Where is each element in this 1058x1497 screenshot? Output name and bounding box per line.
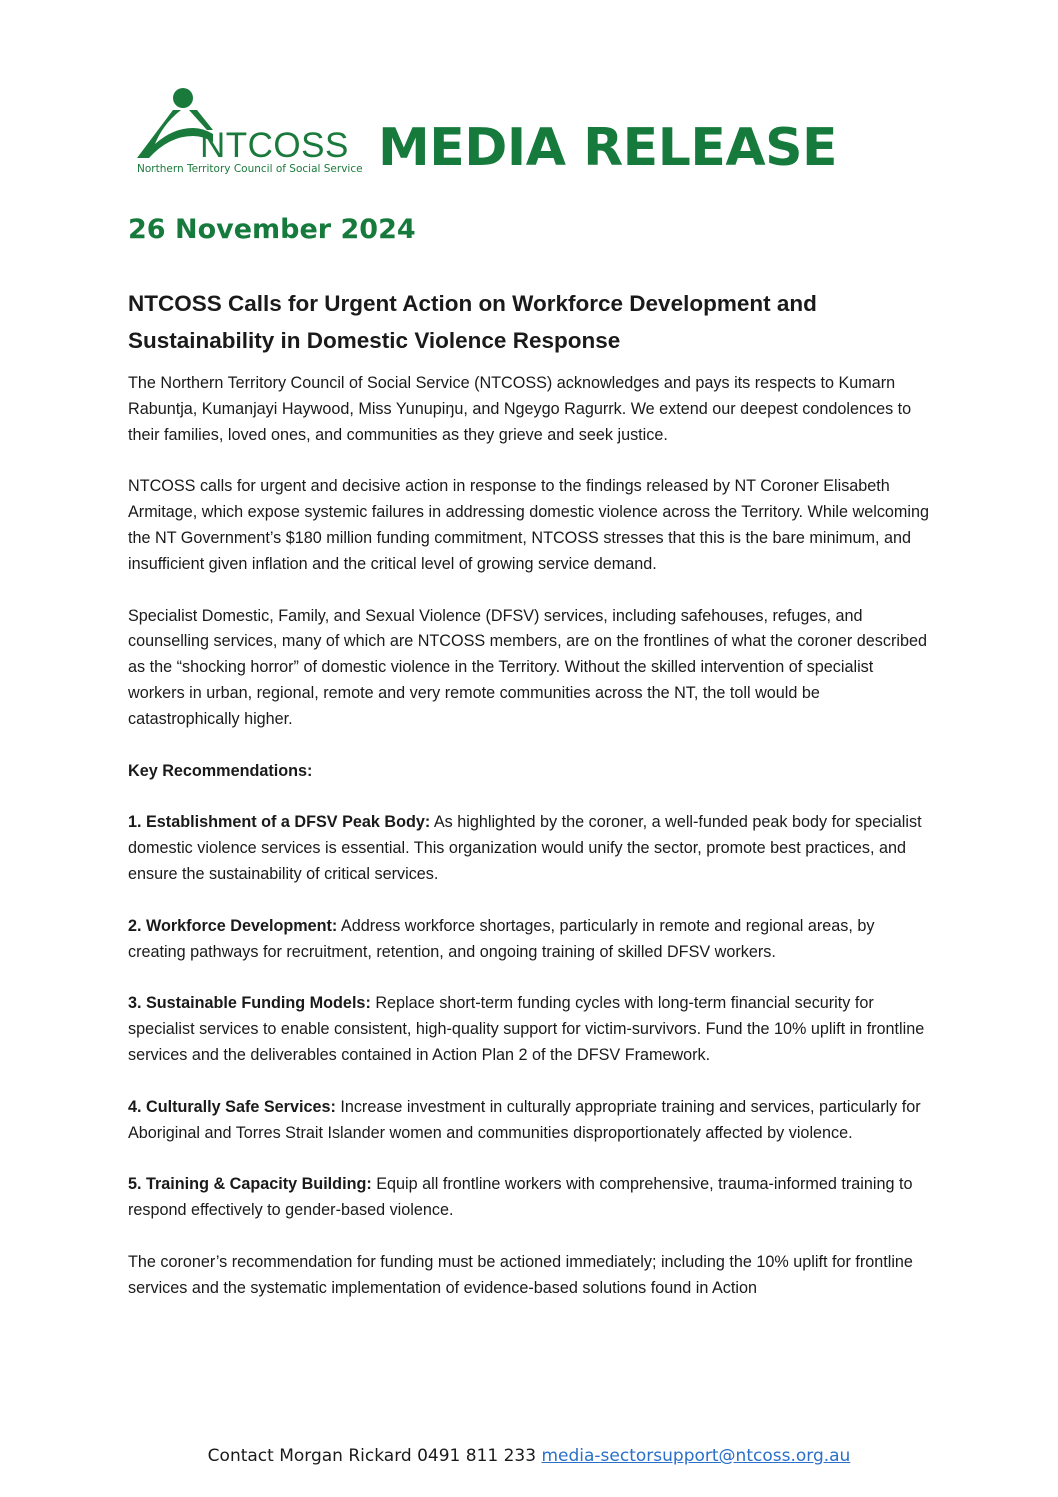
contact-text: Contact Morgan Rickard 0491 811 233 xyxy=(207,1446,537,1466)
paragraph-acknowledgement: The Northern Territory Council of Social Service (NTCOSS) acknowledges and pays its respects to Kumarn Rabuntja, Kumanjayi Haywood, Miss Yunupiŋu, and Ngeygo Ragurrk. We extend our deepest condolences to their families, loved ones, and communities as they grieve and seek justice. xyxy=(128,374,912,444)
key-recommendations-heading: Key Recommendations: xyxy=(128,761,313,780)
ntcoss-logo xyxy=(133,84,363,184)
recommendation-item: 3. Sustainable Funding Models: Replace short-term funding cycles with long-term financial security for specialist services to enable consistent, high-quality support for victim-survivors. Fund the 10% uplift in frontline services and the deliverables contained in Action Plan 2 of the DFSV Framework. xyxy=(128,994,925,1064)
logo-subtitle: Northern Territory Council of Social Service xyxy=(137,163,363,175)
logo-wordmark: NTCOSS xyxy=(200,126,349,165)
footer-contact xyxy=(0,1446,1058,1466)
paragraph-specialist-services: Specialist Domestic, Family, and Sexual Violence (DFSV) services, including safehouses, refuges, and counselling services, many of which are NTCOSS members, are on the frontlines of what the coroner described as the “shocking horror” of domestic violence in the Territory. Without the skilled intervention of specialist workers in urban, regional, remote and very remote communities across the NT, the toll would be catastrophically higher. xyxy=(128,606,927,728)
release-date: 26 November 2024 xyxy=(128,214,416,245)
paragraph-call-to-action: NTCOSS calls for urgent and decisive action in response to the findings released by NT Coroner Elisabeth Armitage, which expose systemic failures in addressing domestic violence across the Territory. While welcoming the NT Government’s $180 million funding commitment, NTCOSS stresses that this is the bare minimum, and insufficient given inflation and the critical level of growing service demand. xyxy=(128,477,930,573)
header xyxy=(133,84,838,184)
email-link[interactable]: media-sectorsupport@ntcoss.org.au xyxy=(541,1446,851,1466)
media-release-heading: MEDIA RELEASE xyxy=(378,118,838,178)
recommendation-item: 1. Establishment of a DFSV Peak Body: As highlighted by the coroner, a well-funded peak body for specialist domestic violence services is essential. This organization would unify the sector, promote best practices, and ensure the sustainability of critical services. xyxy=(128,813,922,883)
recommendation-item: 2. Workforce Development: Address workforce shortages, particularly in remote and regional areas, by creating pathways for recruitment, retention, and ongoing training of skilled DFSV workers. xyxy=(128,916,875,961)
recommendation-item: 5. Training & Capacity Building: Equip all frontline workers with comprehensive, trauma-informed training to respond effectively to gender-based violence. xyxy=(128,1175,913,1220)
release-title: NTCOSS Calls for Urgent Action on Workforce Development and Sustainability in Domestic Violence Response xyxy=(128,291,817,353)
recommendation-item: 4. Culturally Safe Services: Increase investment in culturally appropriate training and services, particularly for Aboriginal and Torres Strait Islander women and communities disproportionately affected by violence. xyxy=(128,1097,921,1142)
paragraph-closing: The coroner’s recommendation for funding must be actioned immediately; including the 10% uplift for frontline services and the systematic implementation of evidence-based solutions found in Action xyxy=(128,1252,913,1297)
release-body xyxy=(128,371,934,1328)
